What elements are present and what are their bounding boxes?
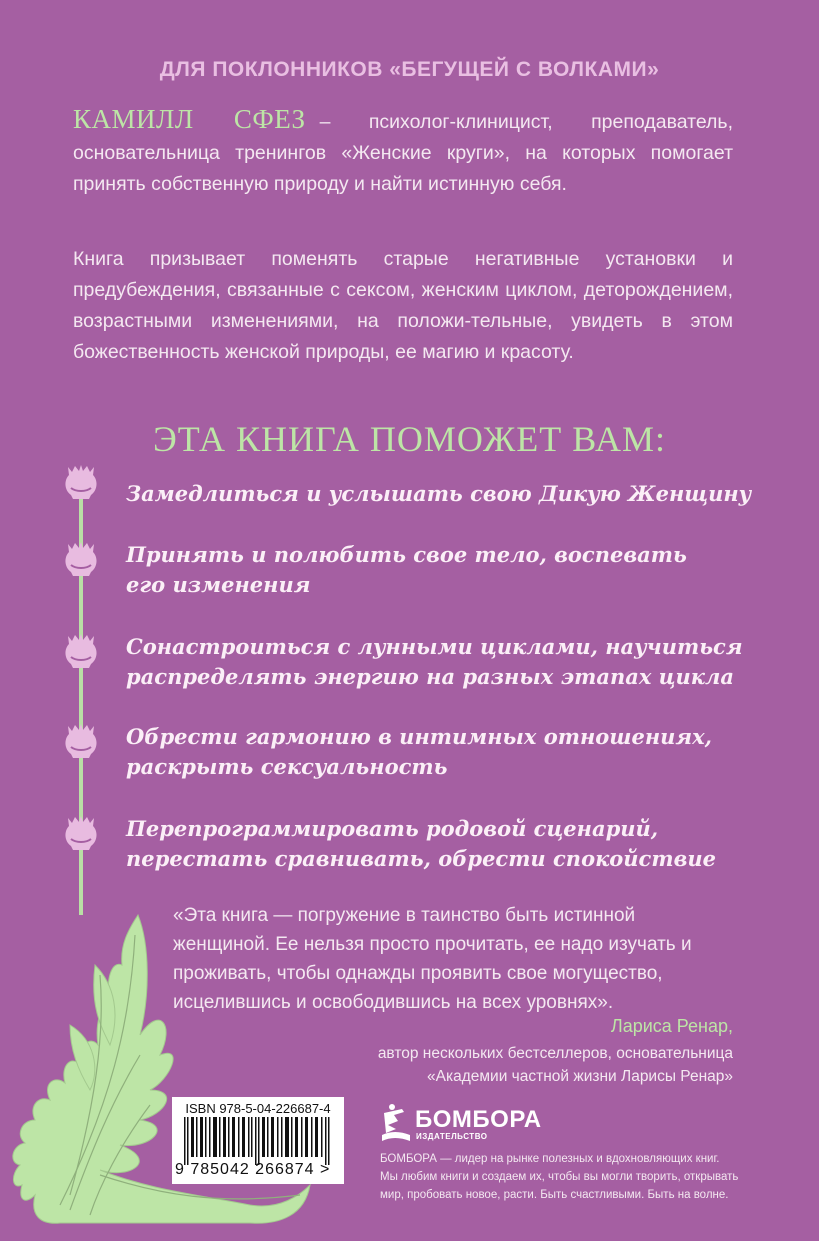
bombora-logo-icon bbox=[380, 1103, 412, 1143]
ean-digits: 9 785042 266874 > bbox=[175, 1161, 331, 1178]
isbn-barcode bbox=[172, 1097, 344, 1184]
quote-author: Лариса Ренар, bbox=[610, 1016, 733, 1036]
book-description: Книга призывает поменять старые негативные установки и предубеждения, связанные с сексом, женским циклом, деторождением, возрастными изменениями, на положи-тельные, увидеть в этом божественность женской природы, ее магию и красоту. bbox=[73, 248, 733, 363]
endorsement-quote: «Эта книга — погружение в таинство быть истинной женщиной. Ее нельзя просто прочитать, ее надо изучать и проживать, чтобы однажды проявить свое могущество, исцелившись и освободившись на всех уровнях». bbox=[173, 905, 692, 1013]
poppy-icon bbox=[62, 463, 100, 505]
publisher-blurb: БОМБОРА — лидер на рынке полезных и вдохновляющих книг. Мы любим книги и создаем их, чтобы вы могли творить, открывать мир, пробовать новое, расти. Быть счастливыми. Быть на волне. bbox=[380, 1153, 739, 1201]
author-bio-text: – психолог-клиницист, преподаватель, основательница тренингов «Женские круги», на которых помогает принять собственную природу и найти истинную себя. bbox=[73, 111, 733, 195]
poppy-icon bbox=[62, 814, 100, 856]
poppy-icon bbox=[62, 722, 100, 764]
benefits-title: ЭТА КНИГА ПОМОЖЕТ ВАМ: bbox=[153, 419, 666, 459]
series-tagline: ДЛЯ ПОКЛОННИКОВ «БЕГУЩЕЙ С ВОЛКАМИ» bbox=[159, 58, 660, 81]
poppy-icon bbox=[62, 540, 100, 582]
isbn-number: ISBN 978-5-04-226687-4 bbox=[185, 1101, 331, 1116]
benefit-item: Замедлиться и услышать свою Дикую Женщину bbox=[126, 481, 752, 506]
author-bio bbox=[73, 104, 733, 200]
benefit-item: Принять и полюбить свое тело, воспевать его изменения bbox=[126, 542, 687, 597]
benefit-item: Обрести гармонию в интимных отношениях, раскрыть сексуальность bbox=[126, 724, 712, 779]
poppy-icon bbox=[62, 632, 100, 674]
publisher-name: БОМБОРА bbox=[415, 1106, 542, 1133]
author-name: КАМИЛЛ СФЕЗ bbox=[73, 104, 306, 134]
benefit-item: Перепрограммировать родовой сценарий, перестать сравнивать, обрести спокойствие bbox=[126, 816, 716, 871]
publisher-subtitle: ИЗДАТЕЛЬСТВО bbox=[416, 1132, 488, 1141]
barcode-bars bbox=[184, 1117, 334, 1165]
quote-author-role: автор нескольких бестселлеров, основательница «Академии частной жизни Ларисы Ренар» bbox=[377, 1045, 733, 1085]
benefit-item: Сонастроиться с лунными циклами, научиться распределять энергию на разных этапах цикла bbox=[126, 634, 743, 689]
